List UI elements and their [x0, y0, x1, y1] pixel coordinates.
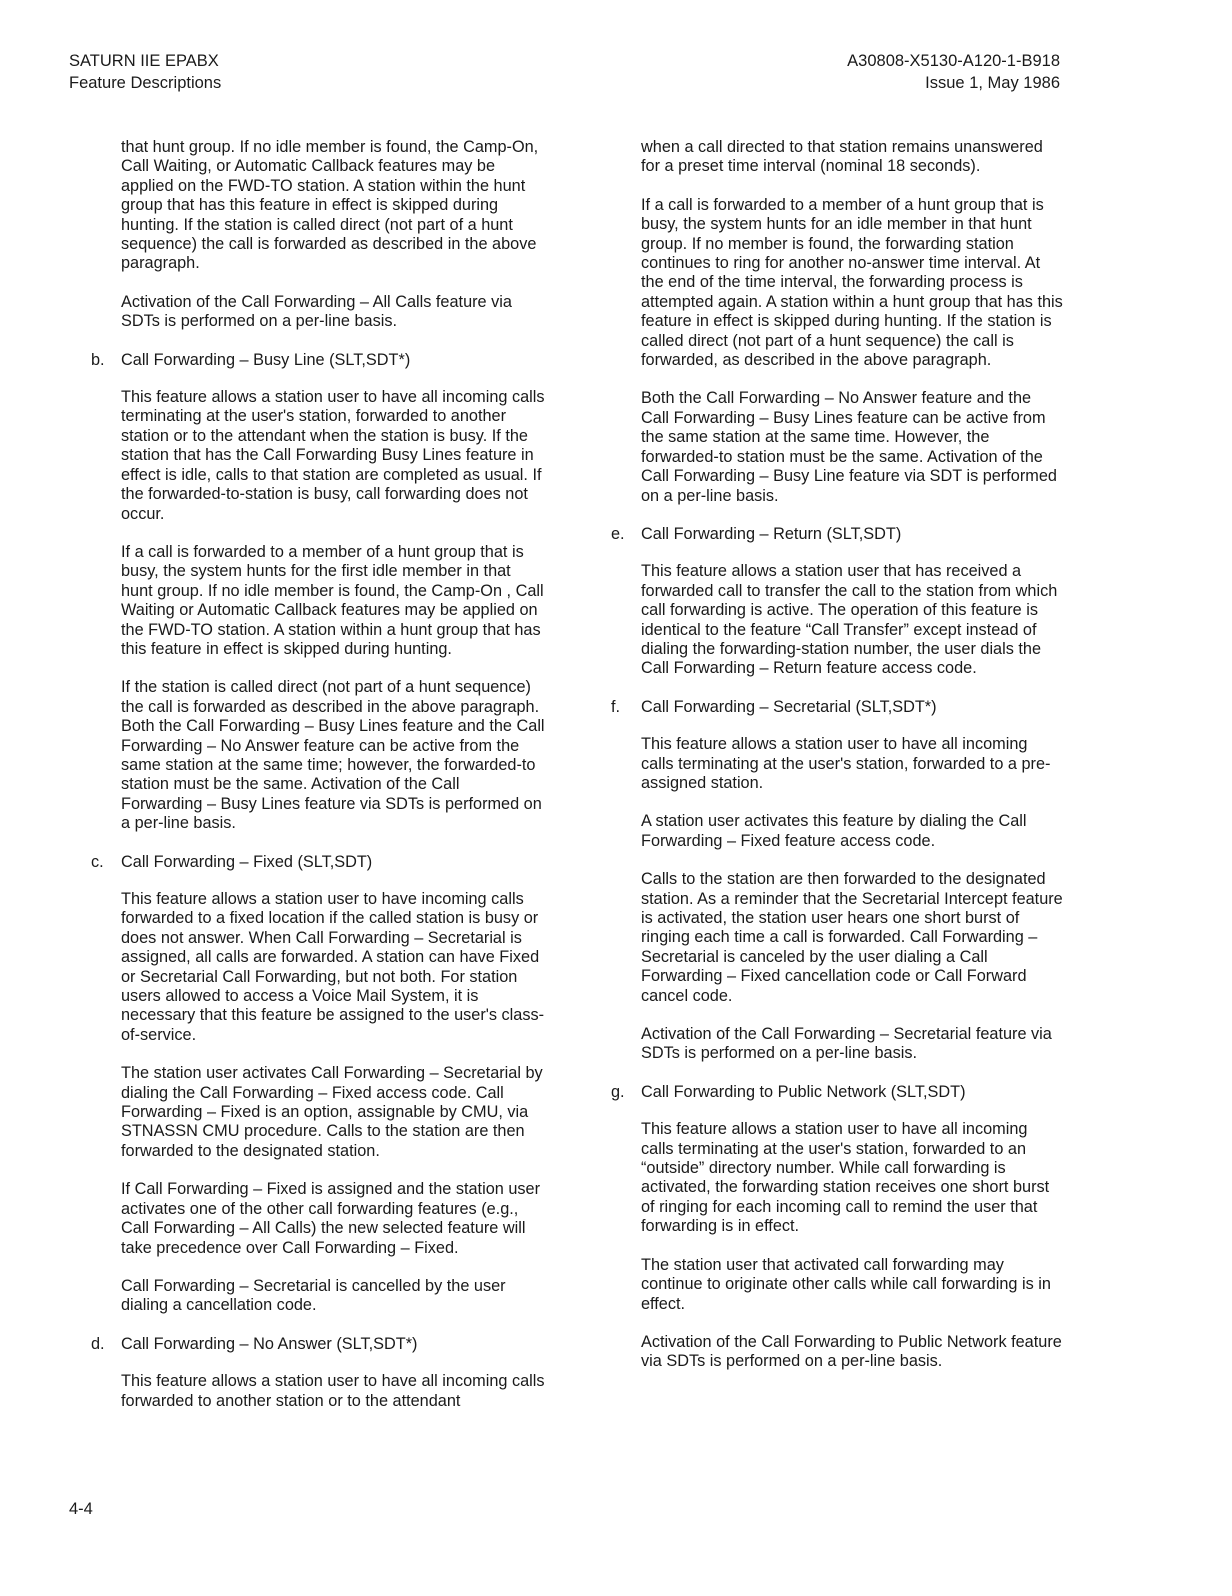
item-b-heading: [91, 350, 545, 370]
item-title: Call Forwarding – Secretarial (SLT,SDT*): [641, 697, 937, 716]
item-title: Call Forwarding – No Answer (SLT,SDT*): [121, 1334, 418, 1353]
paragraph: This feature allows a station user to have all incoming calls terminating at the user's station, forwarded to an “outside” directory number. While call forwarding is activated, the forwarding station receives one short burst of ringing for each incoming call to remind the user that forwarding is in effect.: [641, 1120, 1050, 1236]
paragraph: when a call directed to that station remains unanswered for a preset time interval (nominal 18 seconds).: [641, 138, 1043, 176]
page-header-left: [69, 50, 221, 94]
item-title: Call Forwarding – Return (SLT,SDT): [641, 524, 902, 543]
paragraph: This feature allows a station user to have incoming calls forwarded to a fixed location if the called station is busy or does not answer. When Call Forwarding – Secretarial is assigned, all calls are forwarded. A station can have Fixed or Secretarial Call Forwarding, but not both. For station users allowed to access a Voice Mail System, it is necessary that this feature be assigned to the user's class-of-service.: [121, 890, 545, 1044]
left-column: [91, 138, 545, 1430]
paragraph: Activation of the Call Forwarding – All Calls feature via SDTs is performed on a per-line basis.: [121, 292, 512, 331]
page-number: 4-4: [69, 1500, 93, 1518]
item-letter: d.: [91, 1334, 105, 1353]
item-letter: g.: [611, 1082, 625, 1101]
item-letter: e.: [611, 524, 625, 543]
document-title: SATURN IIE EPABX: [69, 52, 219, 70]
paragraph: The station user that activated call forwarding may continue to originate other calls while call forwarding is in effect.: [641, 1255, 1051, 1313]
item-title: Call Forwarding – Busy Line (SLT,SDT*): [121, 350, 411, 369]
paragraph: Activation of the Call Forwarding to Public Network feature via SDTs is performed on a per-line basis.: [641, 1332, 1062, 1371]
issue-date: Issue 1, May 1986: [925, 74, 1060, 92]
right-column: [611, 138, 1063, 1391]
paragraph: This feature allows a station user that has received a forwarded call to transfer the call to the station from which call forwarding is active. The operation of this feature is identical to the feature “Call Transfer” except instead of dialing the forwarding-station number, the user dials the Call Forwarding – Return feature access code.: [641, 562, 1058, 678]
item-c-heading: [91, 852, 545, 872]
section-title: Feature Descriptions: [69, 74, 222, 92]
paragraph: If a call is forwarded to a member of a hunt group that is busy, the system hunts for the first idle member in that hunt group. If no idle member is found, the Camp-On , Call Waiting or Automatic Callback features may be applied on the FWD-TO station. A station within a hunt group that has this feature in effect is skipped during hunting.: [121, 542, 544, 658]
paragraph: This feature allows a station user to have all incoming calls terminating at the user's station, forwarded to another station or to the attendant when the station is busy. If the station that has the Call Forwarding Busy Lines feature in effect is idle, calls to that station are completed as usual. If the forwarded-to-station is busy, call forwarding does not occur.: [121, 388, 545, 523]
paragraph: If the station is called direct (not part of a hunt sequence) the call is forwarded as described in the above paragraph. Both the Call Forwarding – Busy Lines feature and the Call Forwarding – No Answer feature can be active from the same station at the same time; however, the forwarded-to station must be the same. Activation of the Call Forwarding – Busy Lines feature via SDTs is performed on a per-line basis.: [121, 678, 545, 833]
paragraph: The station user activates Call Forwarding – Secretarial by dialing the Call Forwarding – Fixed access code. Call Forwarding – Fixed is an option, assignable by CMU, via STNASSN CMU procedure. Calls to the station are then forwarded to the designated station.: [121, 1064, 543, 1160]
item-g-heading: [611, 1082, 1063, 1102]
item-title: Call Forwarding to Public Network (SLT,SDT): [641, 1082, 966, 1101]
page-header-right: [847, 50, 1060, 94]
paragraph: Both the Call Forwarding – No Answer feature and the Call Forwarding – Busy Lines feature can be active from the same station at the same time. However, the forwarded-to station must be the same. Activation of the Call Forwarding – Busy Line feature via SDT is performed on a per-line basis.: [641, 389, 1057, 505]
item-letter: f.: [611, 697, 621, 716]
item-d-heading: [91, 1334, 545, 1354]
paragraph: A station user activates this feature by dialing the Call Forwarding – Fixed feature access code.: [641, 812, 1027, 850]
document-number: A30808-X5130-A120-1-B918: [847, 52, 1060, 70]
paragraph: If Call Forwarding – Fixed is assigned and the station user activates one of the other call forwarding features (e.g., Call Forwarding – All Calls) the new selected feature will take precedence over Call Forwarding – Fixed.: [121, 1180, 541, 1257]
item-letter: c.: [91, 852, 104, 871]
paragraph: Calls to the station are then forwarded to the designated station. As a reminder that the Secretarial Intercept feature is activated, the station user hears one short burst of ringing each time a call is forwarded. Call Forwarding – Secretarial is canceled by the user dialing a Call Forwarding – Fixed cancellation code or Call Forward cancel code.: [641, 870, 1063, 1005]
paragraph: Call Forwarding – Secretarial is cancelled by the user dialing a cancellation code.: [121, 1276, 506, 1315]
paragraph: This feature allows a station user to have all incoming calls forwarded to another station or to the attendant: [121, 1372, 545, 1410]
paragraph: that hunt group. If no idle member is found, the Camp-On, Call Waiting, or Automatic Callback features may be applied on the FWD-TO station. A station within the hunt group that has this feature in effect is skipped during hunting. If the station is called direct (not part of a hunt sequence) the call is forwarded as described in the above paragraph.: [121, 138, 539, 273]
paragraph: If a call is forwarded to a member of a hunt group that is busy, the system hunts for an idle member in that hunt group. If no member is found, the forwarding station continues to ring for another no-answer time interval. At the end of the time interval, the forwarding process is attempted again. A station within a hunt group that has this feature in effect is skipped during hunting. If the station is called direct (not part of a hunt sequence) the call is forwarded, as described in the above paragraph.: [641, 195, 1063, 370]
item-e-heading: [611, 524, 1063, 544]
item-f-heading: [611, 697, 1063, 717]
item-title: Call Forwarding – Fixed (SLT,SDT): [121, 852, 373, 871]
item-letter: b.: [91, 350, 105, 369]
paragraph: This feature allows a station user to have all incoming calls terminating at the user's station, forwarded to a pre-assigned station.: [641, 735, 1051, 792]
paragraph: Activation of the Call Forwarding – Secretarial feature via SDTs is performed on a per-line basis.: [641, 1025, 1052, 1063]
